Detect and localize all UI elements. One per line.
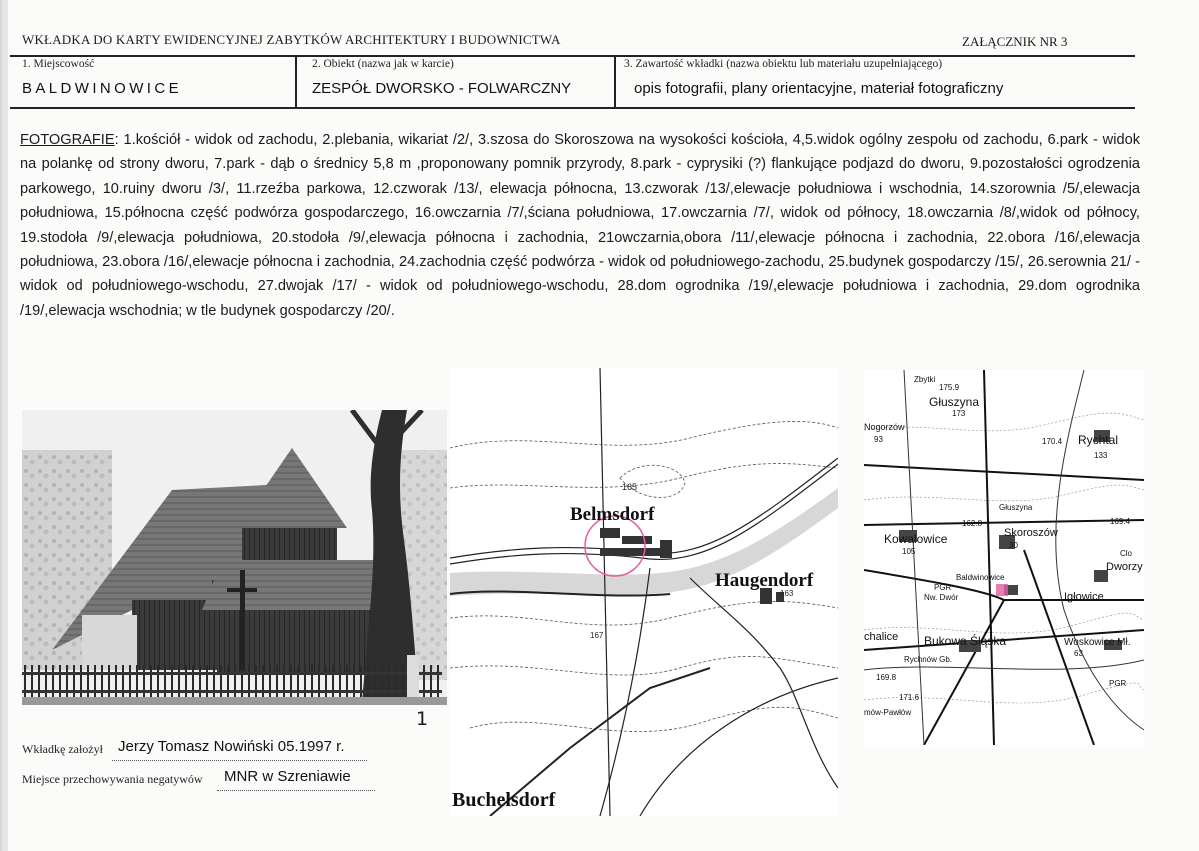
attachment-number: ZAŁĄCZNIK NR 3 — [962, 34, 1068, 49]
map1-label-elev-165: 165 — [622, 482, 638, 492]
map2-label-26: 63 — [1074, 649, 1083, 658]
location-marker-square — [996, 584, 1008, 596]
map2-label-8: 133 — [1094, 451, 1108, 460]
map2-label-22: Bukowa Śląska — [924, 634, 1007, 648]
map2-label-2: Głuszyna — [929, 395, 980, 409]
map2-label-17: Dworzy — [1106, 561, 1143, 573]
map2-label-16: Clo — [1120, 549, 1133, 558]
church-photograph — [22, 410, 447, 705]
map2-label-24: chalice — [864, 631, 899, 643]
field-value-object: ZESPÓŁ DWORSKO - FOLWARCZNY — [312, 80, 572, 97]
map2-label-7: 170.4 — [1042, 437, 1063, 446]
topographic-map-large — [450, 368, 838, 816]
map2-label-15: 169.4 — [1110, 517, 1131, 526]
header-bottom-rule — [10, 107, 1135, 109]
negatives-storage-value: MNR w Szreniawie — [224, 768, 351, 785]
map1-label-buchelsdorf: Buchelsdorf — [452, 789, 556, 811]
map1-label-elev-167: 167 — [590, 631, 604, 640]
map2-label-29: PGR — [1109, 679, 1127, 688]
photos-heading: FOTOGRAFIE — [20, 132, 115, 148]
map1-label-elev-163: 163 — [780, 589, 794, 598]
field-label-contents: 3. Zawartość wkładki (nazwa obiektu lub materiału uzupełniającego) — [624, 58, 943, 70]
map2-label-11: Kowalowice — [884, 532, 948, 546]
page-edge-shadow — [2, 0, 8, 851]
map1-label-haugendorf: Haugendorf — [715, 570, 814, 591]
topographic-map-small-image — [864, 370, 1144, 745]
field-label-object: 2. Obiekt (nazwa jak w karcie) — [312, 58, 454, 70]
document-title: WKŁADKA DO KARTY EWIDENCYJNEJ ZABYTKÓW ARCHITEKTURY I BUDOWNICTWA — [22, 32, 561, 47]
map1-label-belmsdorf: Belmsdorf — [570, 504, 655, 525]
map2-label-1: 175.9 — [939, 383, 960, 392]
topographic-map-large-image — [450, 368, 838, 816]
photo-number: 1 — [416, 708, 429, 730]
header-top-rule — [10, 55, 1135, 57]
field-value-contents: opis fotografii, plany orientacyjne, materiał fotograficzny — [634, 80, 1004, 97]
map2-label-13: Skoroszów — [1004, 527, 1058, 539]
map2-label-10: 162.8 — [962, 519, 983, 528]
map2-label-28: 171.6 — [899, 693, 920, 702]
map2-label-9: Głuszyna — [999, 503, 1033, 512]
map2-label-18: Baldwinowice — [956, 573, 1005, 582]
map2-label-4: Nogorzów — [864, 422, 905, 432]
field-label-locality: 1. Miejscowość — [22, 58, 95, 70]
map2-label-0: Zbytki — [914, 375, 936, 384]
map2-label-3: 173 — [952, 409, 966, 418]
map2-label-6: Rychtal — [1078, 433, 1119, 447]
storage-dotted-line — [217, 790, 375, 791]
map2-label-30: mów-Pawłów — [864, 708, 912, 717]
photos-list: : 1.kościół - widok od zachodu, 2.plebania, wikariat /2/, 3.szosa do Skoroszowa na wysokości kościoła, 4,5.widok ogólny zespołu od zachodu, 6.park - widok na polankę od strony dworu, 7.park - dąb o średnicy 5,8 m ,proponowany pomnik przyrody, 8.park - cyprysiki (?) flankujące podjazd do dworu, 9.pozostałości ogrodzenia parkowego, 10.ruiny dworu /3/, 11.rzeźba parkowa, 12.czworak /13/, elewacja północna, 13.czworak /13/,elewacje południowa i wschodnia, 14.szorownia /5/,elewacja południowa, 15.północna część podwórza gospodarczego, 16.owczarnia /7/,ściana południowa, 17.owczarnia /7/, widok od północy, 18.owczarnia /8/,widok od północy, 19.stodoła /9/,elewacja południowa, 20.stodoła /9/,elewacja północna i zachodnia, 21owczarnia,obora /11/,elewacje północna i zachodnia, 22.obora /16/,elewacja południowa, 23.obora /16/,elewacje północna i zachodnia, 24.zachodnia część podwórza - widok od południowego-zachodu, 25.budynek gospodarczy /15/, 26.serownia 21/ - widok od południowego-wschodu, 27.dwojak /17/ - widok od południowego-wschodu, 28.dom ogrodnika /19/,elewacje południowa i zachodnia, 29.dom ogrodnika /19/,elewacja wschodnia; w tle budynek gospodarczy /20/. — [20, 132, 1140, 319]
field-value-locality: BALDWINOWICE — [22, 80, 182, 97]
map2-label-19: PGR — [934, 583, 952, 592]
church-photo-image — [22, 410, 447, 705]
photo-descriptions — [20, 128, 1140, 323]
topographic-map-small — [864, 370, 1144, 745]
founder-value: Jerzy Tomasz Nowiński 05.1997 r. — [118, 738, 345, 755]
founder-label: Wkładkę założył — [22, 742, 103, 756]
founder-dotted-line — [112, 760, 367, 761]
map2-label-20: Nw. Dwór — [924, 593, 959, 602]
map2-label-12: 105 — [902, 547, 916, 556]
map2-label-21: Igłowice — [1064, 591, 1104, 603]
field-divider-1 — [295, 56, 297, 108]
field-divider-2 — [614, 56, 616, 108]
map2-label-27: 169.8 — [876, 673, 897, 682]
map2-label-25: Rychnów Gb. — [904, 655, 953, 664]
map2-label-23: Woskowice Mł. — [1064, 637, 1131, 648]
map2-label-14: 30 — [1009, 541, 1018, 550]
negatives-storage-label: Miejsce przechowywania negatywów — [22, 772, 203, 786]
map2-label-5: 93 — [874, 435, 883, 444]
